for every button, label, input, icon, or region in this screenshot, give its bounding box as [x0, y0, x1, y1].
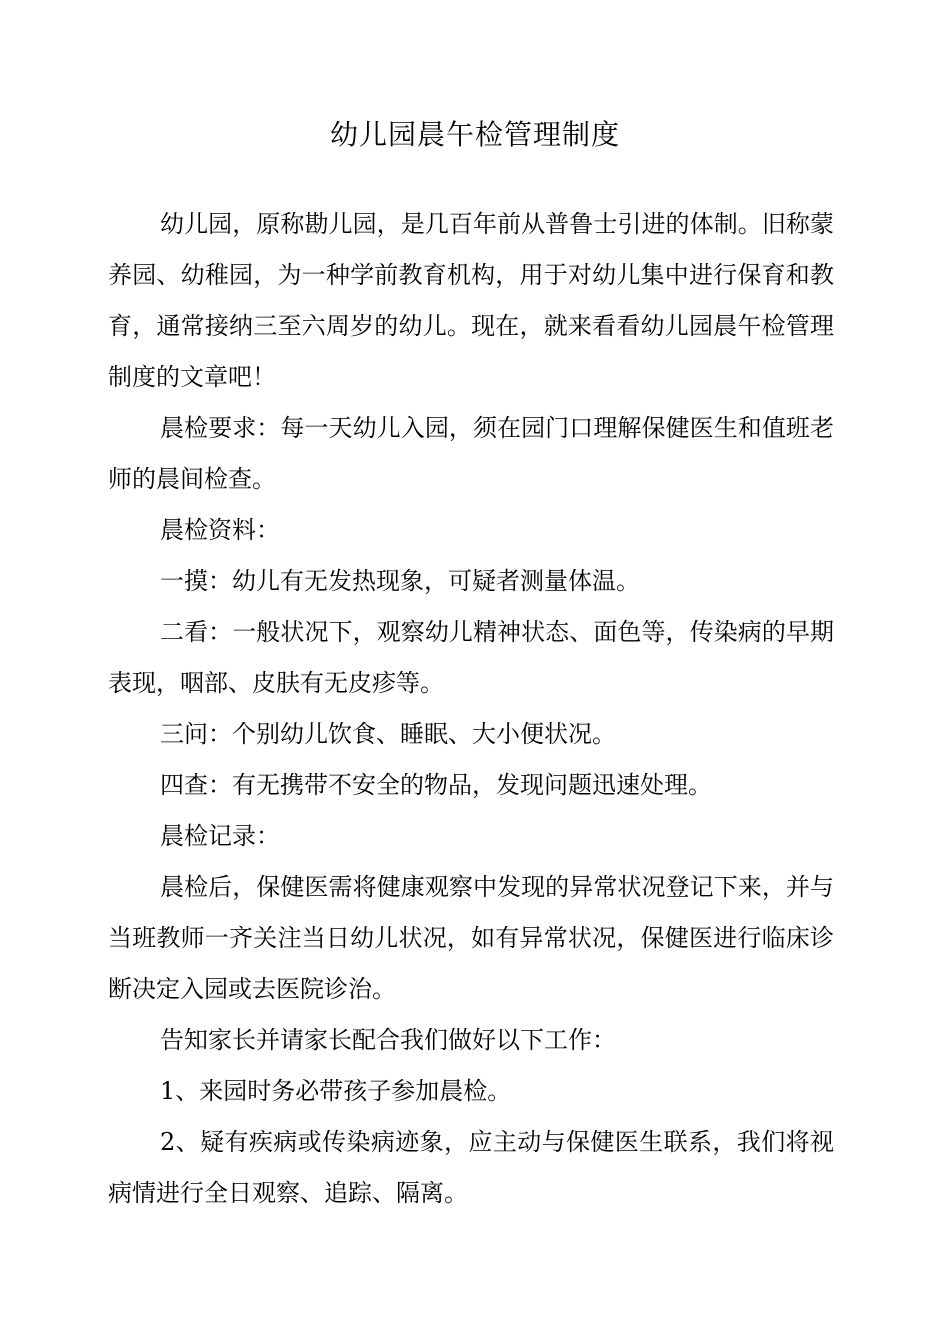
paragraph-record-details: 晨检后，保健医需将健康观察中发现的异常状况登记下来，并与当班教师一齐关注当日幼儿状况，如有异常状况，保健医进行临床诊断决定入园或去医院诊治。	[108, 873, 834, 1003]
paragraph-touch: 一摸：幼儿有无发热现象，可疑者测量体温。	[160, 567, 640, 595]
paragraph-morning-check-materials: 晨检资料：	[160, 516, 280, 544]
paragraph-morning-check-record: 晨检记录：	[160, 822, 280, 850]
list-item-2: 2、疑有疾病或传染病迹象，应主动与保健医生联系，我们将视病情进行全日观察、追踪、隔离。	[108, 1128, 834, 1207]
paragraph-look: 二看：一般状况下，观察幼儿精神状态、面色等，传染病的早期表现，咽部、皮肤有无皮疹等。	[108, 618, 834, 697]
paragraph-intro: 幼儿园，原称勘儿园，是几百年前从普鲁士引进的体制。旧称蒙养园、幼稚园，为一种学前教育机构，用于对幼儿集中进行保育和教育，通常接纳三至六周岁的幼儿。现在，就来看看幼儿园晨午检管理制度的文章吧！	[108, 210, 834, 391]
paragraph-ask: 三问：个别幼儿饮食、睡眠、大小便状况。	[160, 720, 616, 748]
paragraph-inspect: 四查：有无携带不安全的物品，发现问题迅速处理。	[160, 771, 712, 799]
paragraph-notify-parents: 告知家长并请家长配合我们做好以下工作：	[160, 1026, 616, 1054]
document-body	[108, 199, 834, 1219]
paragraph-morning-check-requirement: 晨检要求：每一天幼儿入园，须在园门口理解保健医生和值班老师的晨间检查。	[108, 414, 834, 493]
document-title: 幼儿园晨午检管理制度	[329, 118, 620, 151]
list-item-1: 1、来园时务必带孩子参加晨检。	[160, 1077, 512, 1105]
